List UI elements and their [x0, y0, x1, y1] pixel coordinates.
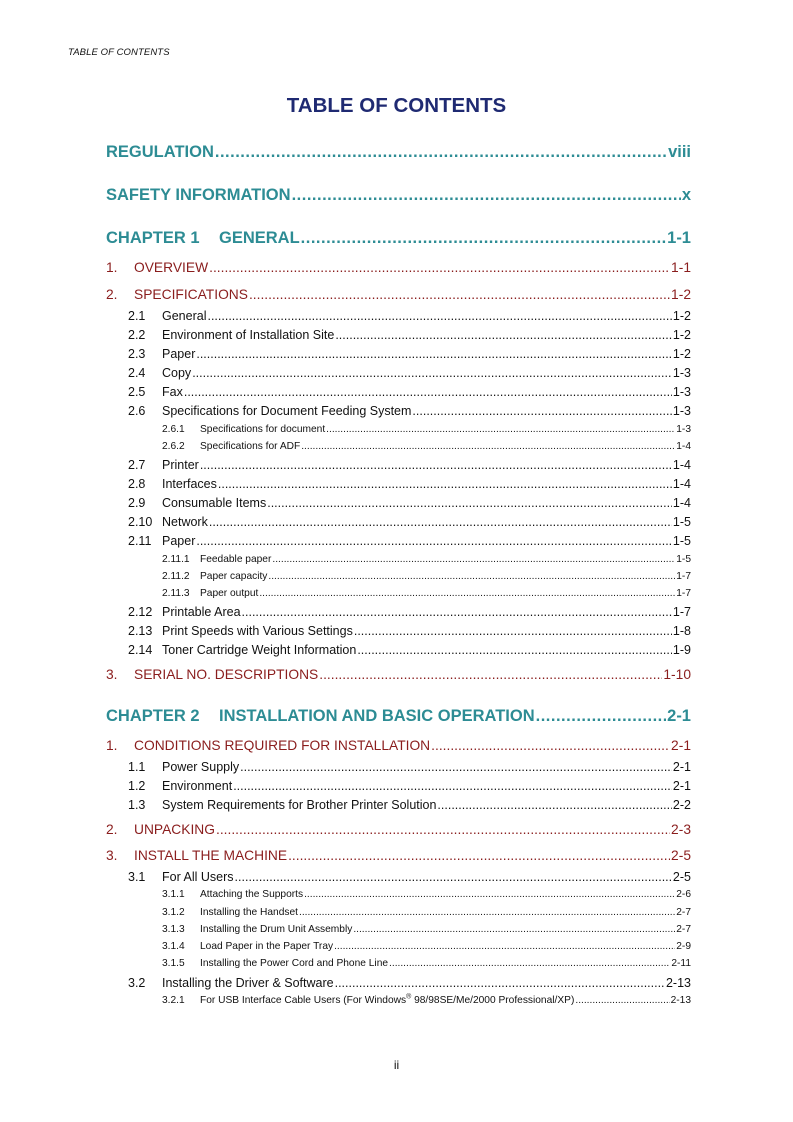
toc-entry[interactable]: [128, 496, 691, 510]
toc-entry-number: 1.3: [128, 798, 146, 812]
toc-entry-number: 2.7: [128, 458, 146, 472]
toc-entry-label: REGULATION: [106, 143, 214, 161]
toc-entry[interactable]: [106, 143, 691, 162]
toc-entry-number: 2.1: [128, 309, 146, 323]
toc-entry-label: For All Users: [162, 870, 234, 884]
toc-entry-page: 1-3: [672, 366, 691, 380]
dot-leader: [335, 328, 672, 342]
toc-entry[interactable]: [162, 554, 691, 565]
dot-leader: [249, 287, 670, 302]
toc-entry-label: For USB Interface Cable Users (For Windows® 98/98SE/Me/2000 Professional/XP): [200, 993, 575, 1006]
toc-entry-page: 1-1: [667, 229, 691, 247]
toc-entry-page: 2-7: [676, 907, 691, 918]
toc-entry-number: 3.1.3: [162, 924, 185, 935]
dot-leader: [233, 779, 672, 793]
toc-entry-number: 3.2: [128, 976, 146, 990]
dot-leader: [288, 848, 670, 863]
dot-leader: [207, 309, 671, 323]
toc-entry-label: Paper: [162, 534, 196, 548]
toc-entry[interactable]: [128, 760, 691, 774]
toc-entry-label: CONDITIONS REQUIRED FOR INSTALLATION: [134, 738, 431, 753]
toc-entry[interactable]: [128, 328, 691, 342]
toc-entry-label: Interfaces: [162, 477, 217, 491]
running-header: TABLE OF CONTENTS: [68, 47, 170, 58]
toc-entry-number: 2.3: [128, 347, 146, 361]
toc-entry-label: Paper capacity: [200, 571, 268, 582]
toc-entry-page: 2-1: [672, 779, 691, 793]
dot-leader: [431, 738, 670, 753]
toc-entry-label: SERIAL NO. DESCRIPTIONS: [134, 667, 319, 682]
toc-entry-number: 2.5: [128, 385, 146, 399]
toc-entry-number: 2.12: [128, 605, 153, 619]
toc-entry-page: 2-13: [665, 976, 691, 990]
toc-entry[interactable]: [106, 822, 691, 837]
toc-entry-number: CHAPTER 2: [106, 707, 200, 725]
toc-entry-page: 2-2: [672, 798, 691, 812]
toc-entry-number: 1.2: [128, 779, 146, 793]
toc-entry-label: Consumable Items: [162, 496, 267, 510]
toc-entry-number: 3.1: [128, 870, 146, 884]
toc-entry-page: 1-4: [672, 458, 691, 472]
toc-entry-label: Environment of Installation Site: [162, 328, 335, 342]
toc-entry-label: System Requirements for Brother Printer Solution: [162, 798, 437, 812]
toc-entry-number: 2.4: [128, 366, 146, 380]
dot-leader: [184, 385, 672, 399]
toc-entry[interactable]: [162, 941, 691, 952]
toc-entry-label: Paper output: [200, 588, 259, 599]
toc-entry-number: 1.1: [128, 760, 146, 774]
page-title: TABLE OF CONTENTS: [286, 94, 507, 117]
toc-entry-label: Network: [162, 515, 208, 529]
dot-leader: [301, 441, 675, 452]
toc-entry[interactable]: [128, 347, 691, 361]
dot-leader: [215, 143, 667, 162]
dot-leader: [353, 924, 675, 935]
toc-entry-label: Specifications for ADF: [200, 441, 301, 452]
toc-entry-label: Installing the Drum Unit Assembly: [200, 924, 353, 935]
toc-entry[interactable]: [106, 738, 691, 753]
toc-entry[interactable]: [162, 571, 691, 582]
toc-entry[interactable]: [128, 458, 691, 472]
toc-entry-number: 2.6: [128, 404, 146, 418]
toc-entry[interactable]: [162, 958, 691, 969]
toc-entry-number: 3.1.4: [162, 941, 185, 952]
toc-entry-page: 1-4: [676, 441, 691, 452]
toc-entry-label: Installing the Driver & Software: [162, 976, 334, 990]
dot-leader: [218, 477, 672, 491]
toc-entry-number: 3.1.1: [162, 889, 185, 900]
toc-entry[interactable]: [128, 534, 691, 548]
toc-entry-label: Printer: [162, 458, 199, 472]
dot-leader: [272, 554, 675, 565]
dot-leader: [240, 760, 672, 774]
toc-entry-page: 1-7: [676, 588, 691, 599]
toc-entry-page: 1-2: [672, 309, 691, 323]
dot-leader: [304, 889, 675, 900]
dot-leader: [292, 186, 681, 205]
toc-entry-number: 2.2: [128, 328, 146, 342]
toc-entry-page: 2-1: [672, 760, 691, 774]
toc-entry-page: x: [681, 186, 691, 204]
toc-entry-page: 1-7: [676, 571, 691, 582]
toc-entry-page: 1-4: [672, 477, 691, 491]
toc-entry-label: Specifications for document: [200, 424, 326, 435]
toc-entry[interactable]: [162, 924, 691, 935]
toc-entry-page: 1-3: [672, 404, 691, 418]
toc-entry-label: Installing the Power Cord and Phone Line: [200, 958, 389, 969]
toc-entry-label: Toner Cartridge Weight Information: [162, 643, 357, 657]
toc-entry[interactable]: [128, 477, 691, 491]
toc-entry-page: 2-7: [676, 924, 691, 935]
toc-entry[interactable]: [162, 995, 691, 1006]
dot-leader: [335, 976, 665, 990]
page-number: ii: [393, 1058, 400, 1072]
toc-entry-number: 1.: [106, 738, 118, 753]
toc-entry-label: Specifications for Document Feeding System: [162, 404, 412, 418]
toc-entry[interactable]: [128, 404, 691, 418]
toc-entry-number: 3.1.2: [162, 907, 185, 918]
toc-entry-label: INSTALLATION AND BASIC OPERATION: [219, 707, 535, 725]
dot-leader: [196, 534, 672, 548]
toc-entry-number: 2.13: [128, 624, 153, 638]
toc-entry-label: INSTALL THE MACHINE: [134, 848, 288, 863]
toc-entry-page: 2-5: [672, 870, 691, 884]
toc-entry[interactable]: [128, 976, 691, 990]
toc-entry-number: 2.11.2: [162, 571, 190, 582]
toc-entry-page: 2-1: [667, 707, 691, 725]
toc-entry-label: SAFETY INFORMATION: [106, 186, 291, 204]
toc-entry-page: 1-9: [672, 643, 691, 657]
toc-entry-label: Paper: [162, 347, 196, 361]
toc-entry-number: 3.: [106, 667, 118, 682]
toc-entry-page: 2-3: [671, 822, 691, 837]
dot-leader: [216, 822, 670, 837]
toc-entry-label: Environment: [162, 779, 233, 793]
dot-leader: [437, 798, 672, 812]
toc-entry-page: 2-1: [671, 738, 691, 753]
toc-entry-page: 1-5: [676, 554, 691, 565]
dot-leader: [242, 605, 672, 619]
toc-entry[interactable]: [106, 260, 691, 275]
dot-leader: [334, 941, 675, 952]
dot-leader: [196, 347, 672, 361]
toc-entry-number: 2.6.2: [162, 441, 185, 452]
toc-entry[interactable]: [128, 385, 691, 399]
toc-entry-page: 1-1: [671, 260, 691, 275]
dot-leader: [575, 995, 669, 1006]
toc-entry-label: General: [162, 309, 207, 323]
toc-entry-page: viii: [668, 143, 691, 161]
toc-entry-number: 2.8: [128, 477, 146, 491]
dot-leader: [209, 515, 672, 529]
dot-leader: [536, 707, 667, 726]
dot-leader: [192, 366, 672, 380]
toc-entry-number: 2.: [106, 287, 118, 302]
toc-entry[interactable]: [162, 424, 691, 435]
toc-entry-page: 2-6: [676, 889, 691, 900]
toc-entry-page: 1-8: [672, 624, 691, 638]
registered-mark: ®: [406, 993, 412, 1001]
toc-entry-number: 2.11.3: [162, 588, 190, 599]
toc-entry-page: 1-5: [672, 534, 691, 548]
toc-entry-page: 1-3: [672, 385, 691, 399]
toc-entry-label: Feedable paper: [200, 554, 272, 565]
toc-entry-page: 1-7: [672, 605, 691, 619]
toc-entry[interactable]: [162, 588, 691, 599]
toc-entry-page: 1-4: [672, 496, 691, 510]
toc-entry-page: 2-13: [670, 995, 691, 1006]
toc-entry-number: 2.6.1: [162, 424, 185, 435]
dot-leader: [301, 229, 666, 248]
toc-entry-label: OVERVIEW: [134, 260, 209, 275]
toc-entry[interactable]: [106, 848, 691, 863]
toc-entry[interactable]: [162, 441, 691, 452]
dot-leader: [326, 424, 675, 435]
dot-leader: [319, 667, 662, 682]
toc-entry-label: SPECIFICATIONS: [134, 287, 248, 302]
toc-entry[interactable]: [162, 907, 691, 918]
dot-leader: [259, 588, 675, 599]
toc-entry[interactable]: [106, 667, 691, 682]
toc-entry[interactable]: [128, 515, 691, 529]
toc-entry-label: Copy: [162, 366, 192, 380]
toc-entry[interactable]: [128, 605, 691, 619]
toc-entry-page: 2-11: [671, 958, 691, 969]
toc-entry-label: Installing the Handset: [200, 907, 298, 918]
toc-entry-number: 3.2.1: [162, 995, 185, 1006]
toc-entry-number: 2.9: [128, 496, 146, 510]
toc-entry[interactable]: [106, 229, 691, 248]
dot-leader: [200, 458, 672, 472]
toc-entry-number: 2.10: [128, 515, 153, 529]
dot-leader: [389, 958, 670, 969]
toc-entry-page: 1-2: [672, 328, 691, 342]
toc-entry-label: UNPACKING: [134, 822, 216, 837]
toc-entry-label: Load Paper in the Paper Tray: [200, 941, 334, 952]
toc-entry-number: 2.11: [128, 534, 152, 548]
dot-leader: [354, 624, 672, 638]
toc-entry-label: Printable Area: [162, 605, 241, 619]
toc-entry-page: 1-2: [671, 287, 691, 302]
toc-entry[interactable]: [128, 309, 691, 323]
toc-entry-number: 3.: [106, 848, 118, 863]
toc-entry[interactable]: [162, 889, 691, 900]
toc-entry[interactable]: [106, 287, 691, 302]
toc-entry[interactable]: [106, 707, 691, 726]
dot-leader: [267, 496, 672, 510]
toc-entry[interactable]: [128, 870, 691, 884]
dot-leader: [235, 870, 672, 884]
toc-entry-number: 3.1.5: [162, 958, 185, 969]
toc-entry-number: 2.11.1: [162, 554, 190, 565]
toc-entry-page: 2-5: [671, 848, 691, 863]
toc-entry-page: 1-10: [663, 667, 691, 682]
toc-entry[interactable]: [128, 624, 691, 638]
dot-leader: [357, 643, 672, 657]
toc-entry[interactable]: [128, 366, 691, 380]
toc-entry[interactable]: [128, 798, 691, 812]
toc-entry[interactable]: [128, 779, 691, 793]
toc-entry-label: Attaching the Supports: [200, 889, 304, 900]
toc-entry-label: Power Supply: [162, 760, 240, 774]
toc-entry-label: Fax: [162, 385, 183, 399]
toc-entry-page: 1-3: [676, 424, 691, 435]
toc-entry-label: GENERAL: [219, 229, 300, 247]
toc-entry-number: 1.: [106, 260, 118, 275]
toc-entry-page: 1-2: [672, 347, 691, 361]
toc-entry-number: CHAPTER 1: [106, 229, 200, 247]
toc-entry-label-suffix: 98/98SE/Me/2000 Professional/XP): [411, 995, 575, 1006]
toc-entry-label: Print Speeds with Various Settings: [162, 624, 353, 638]
toc-entry[interactable]: [128, 643, 691, 657]
toc-entry[interactable]: [106, 186, 691, 205]
toc-entry-page: 1-5: [672, 515, 691, 529]
dot-leader: [299, 907, 675, 918]
dot-leader: [412, 404, 672, 418]
toc-entry-page: 2-9: [676, 941, 691, 952]
toc-entry-number: 2.14: [128, 643, 153, 657]
toc-entry-number: 2.: [106, 822, 118, 837]
dot-leader: [209, 260, 670, 275]
dot-leader: [268, 571, 675, 582]
